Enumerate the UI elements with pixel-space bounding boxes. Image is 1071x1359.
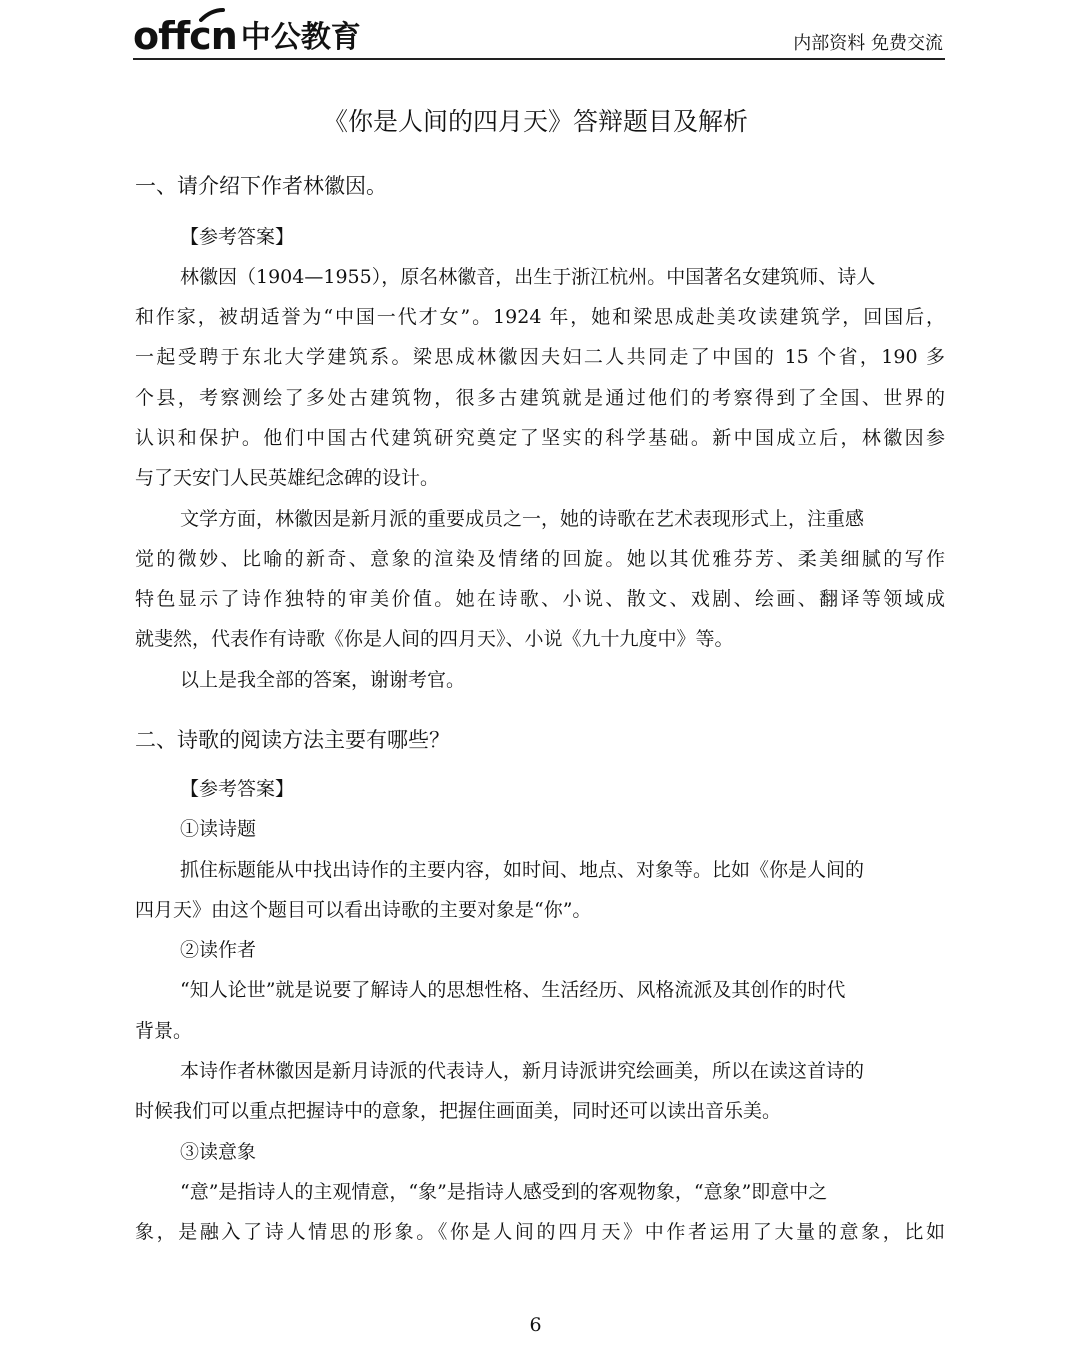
- paragraph-line: 和作家，被胡适誉为“中国一代才女”。1924 年，她和梁思成赴美攻读建筑学，回国后，: [135, 306, 945, 328]
- paragraph-line: 与了天安门人民英雄纪念碑的设计。: [135, 467, 440, 489]
- paragraph-line: 背景。: [135, 1020, 193, 1042]
- paragraph-line: “意”是指诗人的主观情意，“象”是指诗人感受到的客观物象，“意象”即意中之: [180, 1181, 828, 1203]
- paragraph-line: 林徽因（1904—1955），原名林徽音，出生于浙江杭州。中国著名女建筑师、诗人: [180, 266, 876, 288]
- paragraph-line: 文学方面，林徽因是新月派的重要成员之一，她的诗歌在艺术表现形式上，注重感: [180, 508, 865, 530]
- paragraph-line: 抓住标题能从中找出诗作的主要内容，如时间、地点、对象等。比如《你是人间的: [180, 859, 865, 881]
- section-1-answer-label: 【参考答案】: [180, 226, 295, 248]
- paragraph-line: 象，是融入了诗人情思的形象。《你是人间的四月天》中作者运用了大量的意象，比如: [135, 1221, 945, 1243]
- paragraph-line: 一起受聘于东北大学建筑系。梁思成林徽因夫妇二人共同走了中国的 15 个省，190 多: [135, 346, 945, 368]
- page-title: 《你是人间的四月天》答辩题目及解析: [322, 107, 748, 136]
- page-number: 6: [529, 1314, 542, 1336]
- section-2-answer-label: 【参考答案】: [180, 778, 295, 800]
- paragraph-line: 个县，考察测绘了多处古建筑物，很多古建筑就是通过他们的考察得到了全国、世界的: [135, 387, 945, 409]
- offcn-logo: [133, 14, 361, 56]
- logo-latin-text: offcn: [133, 14, 237, 58]
- page-header: [133, 14, 945, 60]
- section-1-heading: 一、请介绍下作者林徽因。: [135, 174, 387, 198]
- logo-swoosh-icon: [199, 8, 225, 22]
- subheading: ①读诗题: [180, 818, 257, 840]
- paragraph-line: 认识和保护。他们中国古代建筑研究奠定了坚实的科学基础。新中国成立后，林徽因参: [135, 427, 945, 449]
- header-label: 内部资料 免费交流: [793, 33, 943, 54]
- subheading: ②读作者: [180, 939, 257, 961]
- section-2-heading: 二、诗歌的阅读方法主要有哪些？: [135, 728, 450, 752]
- paragraph-line: 就斐然，代表作有诗歌《你是人间的四月天》、小说《九十九度中》等。: [135, 628, 734, 650]
- logo-cn-text: 中公教育: [240, 20, 361, 55]
- paragraph-line: 本诗作者林徽因是新月诗派的代表诗人，新月诗派讲究绘画美，所以在读这首诗的: [180, 1060, 865, 1082]
- paragraph-line: 时候我们可以重点把握诗中的意象，把握住画面美，同时还可以读出音乐美。: [135, 1100, 782, 1122]
- paragraph-line: 觉的微妙、比喻的新奇、意象的渲染及情绪的回旋。她以其优雅芬芳、柔美细腻的写作: [135, 548, 945, 570]
- paragraph-line: 以上是我全部的答案，谢谢考官。: [180, 669, 466, 691]
- paragraph-line: “知人论世”就是说要了解诗人的思想性格、生活经历、风格流派及其创作的时代: [180, 979, 846, 1001]
- subheading: ③读意象: [180, 1141, 257, 1163]
- paragraph-line: 特色显示了诗作独特的审美价值。她在诗歌、小说、散文、戏剧、绘画、翻译等领域成: [135, 588, 945, 610]
- paragraph-line: 四月天》由这个题目可以看出诗歌的主要对象是“你”。: [135, 899, 592, 921]
